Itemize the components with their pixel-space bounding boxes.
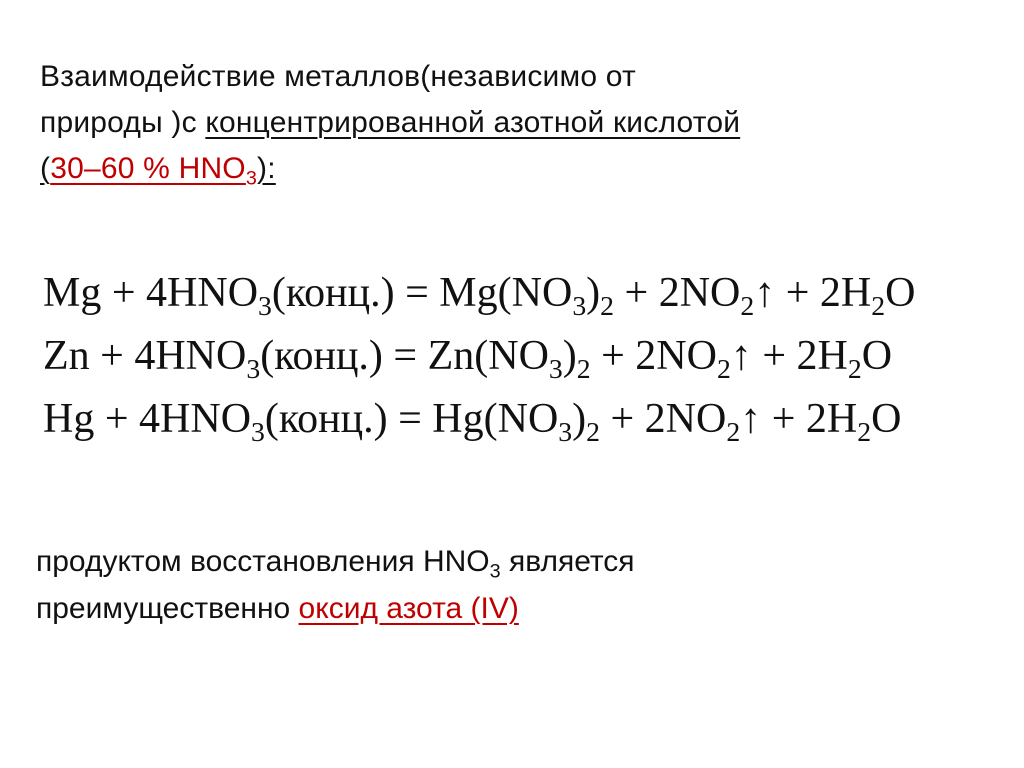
product-main: (NO [483,396,559,442]
hno3-formula-main: HNO [178,152,246,185]
product-sub: 3 [558,415,573,447]
water-product: + 2H [761,396,858,442]
up-arrow-icon: ↑ [754,270,776,316]
title-line-1 [40,54,960,100]
gas-product: + 2NO [614,270,741,316]
reagent-tail: (конц.) = [264,396,433,442]
hno3-formula-sub: 3 [245,167,258,190]
slide-title [40,54,960,192]
concentration-range [50,152,258,190]
reactant-metal: Hg [43,396,95,442]
title-line-3 [40,146,960,192]
conclusion-line-1-tail: является [500,545,635,578]
reagent-sub: 3 [251,415,265,447]
concentration-percent: 30–60 % [50,152,179,185]
conclusion-line-2 [36,585,936,632]
product-close: ) [572,396,587,442]
title-line-3-close: ): [257,152,276,185]
product-close: ) [586,270,601,316]
product-main: (NO [497,270,573,316]
reagent-sub: 3 [258,289,272,321]
product-main: (NO [474,333,549,379]
title-line-2-prefix: природы )с [40,106,206,139]
product-sub: 3 [572,289,587,321]
water-end: O [885,270,916,316]
reagent-tail: (конц.) = [271,270,440,316]
water-sub: 2 [847,352,862,384]
conclusion-line-1 [36,538,936,585]
conclusion-formula-sub: 3 [489,560,501,583]
conclusion-line-1-main: продуктом восстановления HNO [36,545,490,578]
product-sub2: 2 [576,352,591,384]
product-sub2: 2 [600,289,615,321]
equation-mg [43,262,1003,325]
reactant-metal: Mg [43,270,102,316]
product-metal: Zn [427,333,475,379]
product-sub: 3 [548,352,563,384]
title-line-1-text: Взаимодействие металлов(независимо от [40,60,636,93]
gas-product: + 2NO [600,396,727,442]
water-end: O [861,333,893,379]
product-close: ) [562,333,577,379]
water-sub: 2 [857,415,872,447]
water-product: + 2H [775,270,872,316]
concentrated-nitric-acid-underlined: концентрированной азотной кислотой [205,106,741,139]
reagent-sub: 3 [246,352,261,384]
title-line-3-open: ( [40,152,51,185]
equation-zn [43,325,1003,388]
reagent-main: + 4HNO [94,396,252,442]
water-sub: 2 [871,289,886,321]
product-sub2: 2 [586,415,600,447]
water-end: O [871,396,902,442]
title-line-2 [40,100,960,146]
gas-sub: 2 [716,352,731,384]
reagent-tail: (конц.) = [260,333,428,379]
reagent-main: + 4HNO [101,270,259,316]
up-arrow-icon: ↑ [740,396,762,442]
gas-sub: 2 [726,415,741,447]
up-arrow-icon: ↑ [730,333,752,379]
reagent-main: + 4HNO [89,333,247,379]
conclusion-text [36,538,936,632]
equation-hg [43,388,1003,451]
conclusion-line-2-prefix: преимущественно [36,592,299,625]
reactant-metal: Zn [43,333,90,379]
product-metal: Mg [439,270,498,316]
gas-product: + 2NO [590,333,717,379]
product-metal: Hg [432,396,484,442]
nitrogen-oxide-iv-highlight: оксид азота (IV) [298,592,519,625]
reaction-equations [43,262,1003,451]
gas-sub: 2 [740,289,755,321]
water-product: + 2H [751,333,848,379]
